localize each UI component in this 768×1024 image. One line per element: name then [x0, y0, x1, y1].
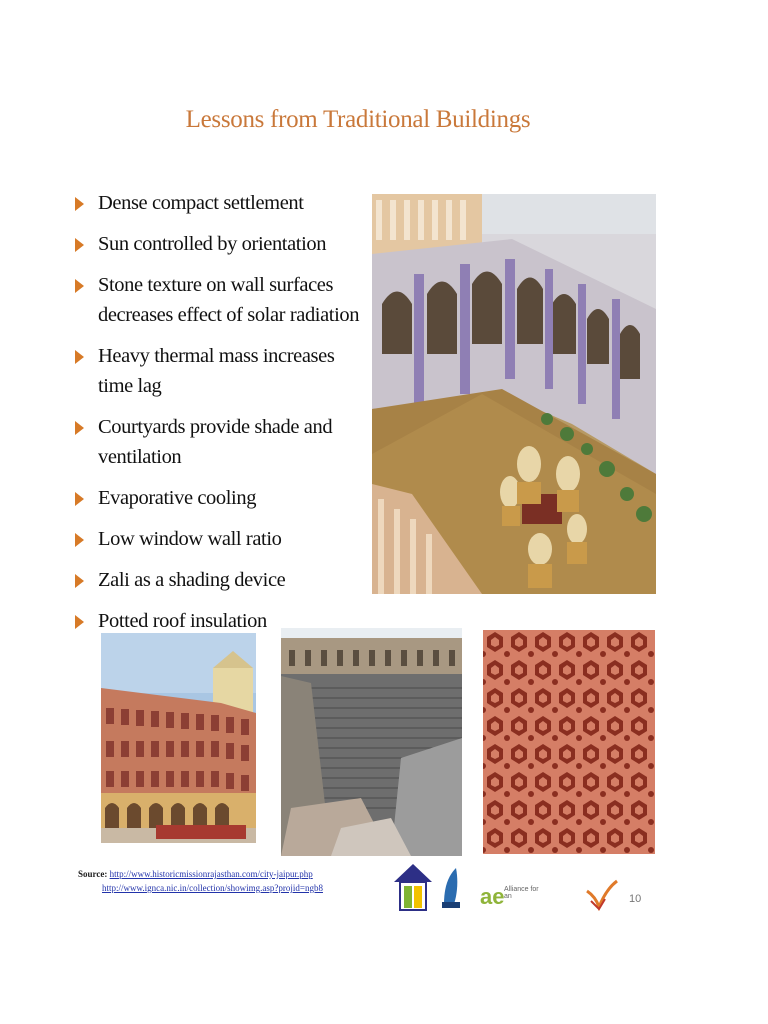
bullet-text: Sun controlled by orientation	[98, 233, 327, 255]
bullet-item	[72, 341, 372, 401]
bullet-list	[72, 188, 372, 647]
slide-title: Lessons from Traditional Buildings	[185, 106, 531, 133]
bullet-arrow-icon	[75, 238, 84, 252]
source-label: Source:	[78, 869, 108, 879]
haveli-photo	[101, 633, 256, 843]
courtyard-photo	[372, 194, 656, 594]
bullet-item	[72, 188, 372, 218]
house-logo	[392, 862, 434, 912]
bullet-text: Low window wall ratio	[98, 528, 282, 550]
bullet-text: Potted roof insulation	[98, 610, 267, 632]
bullet-arrow-icon	[75, 197, 84, 211]
svg-text:ae: ae	[480, 884, 505, 909]
bullet-text: Evaporative cooling	[98, 487, 257, 509]
bullet-arrow-icon	[75, 421, 84, 435]
bullet-text: Heavy thermal mass increases time lag	[98, 345, 335, 397]
bullet-text: Dense compact settlement	[98, 192, 304, 214]
bullet-text: Zali as a shading device	[98, 569, 286, 591]
source-link-2[interactable]: http://www.ignca.nic.in/collection/showimg.asp?projid=ngb8	[102, 883, 323, 893]
bullet-arrow-icon	[75, 533, 84, 547]
bullet-arrow-icon	[75, 574, 84, 588]
jali-lattice-photo	[483, 630, 655, 854]
bullet-item	[72, 412, 372, 472]
source-link-1[interactable]: http://www.historicmissionrajasthan.com/city-jaipur.php	[109, 869, 313, 879]
bullet-arrow-icon	[75, 492, 84, 506]
alliance-logo-text: Alliance for an	[504, 886, 539, 900]
bullet-arrow-icon	[75, 279, 84, 293]
bullet-arrow-icon	[75, 615, 84, 629]
bullet-arrow-icon	[75, 350, 84, 364]
bullet-text: Courtyards provide shade and ventilation	[98, 416, 333, 468]
bullet-item	[72, 270, 372, 330]
source-citation	[78, 867, 323, 895]
emblem-logo	[440, 864, 462, 910]
alliance-logo	[480, 880, 542, 910]
brand-check-logo	[585, 879, 619, 911]
bullet-item	[72, 565, 372, 595]
bullet-text: Stone texture on wall surfaces decreases effect of solar radiation	[98, 274, 360, 326]
bullet-item	[72, 483, 372, 513]
page-number: 10	[629, 893, 642, 905]
bullet-item	[72, 229, 372, 259]
bullet-item	[72, 524, 372, 554]
stepwell-photo	[281, 628, 462, 856]
